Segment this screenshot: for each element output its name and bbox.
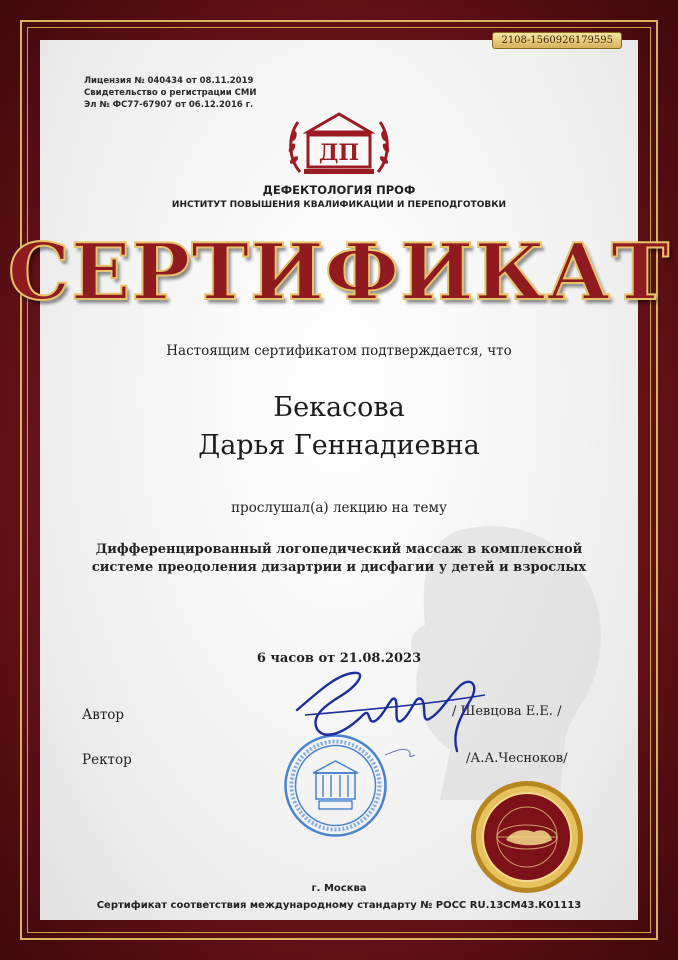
confirmation-text: Настоящим сертификатом подтверждается, что xyxy=(166,343,512,359)
certificate-title: СЕРТИФИКАТ xyxy=(7,227,671,318)
institute-building-laurel-icon xyxy=(284,110,394,180)
license-info xyxy=(84,75,256,111)
city: г. Москва xyxy=(311,883,367,894)
recipient-surname: Бекасова xyxy=(273,392,405,423)
logo-letters: ДП xyxy=(318,140,360,166)
certificate-standard: Сертификат соответствия международному стандарту № РОСС RU.13СМ43.К01113 xyxy=(96,900,582,911)
license-line: Лицензия № 040434 от 08.11.2019 xyxy=(84,76,254,86)
gold-quality-seal-icon xyxy=(468,778,586,896)
rector-label: Ректор xyxy=(82,752,132,768)
listened-text: прослушал(а) лекцию на тему xyxy=(231,500,447,516)
recipient-given-names: Дарья Геннадиевна xyxy=(198,430,480,461)
hours-date: 6 часов от 21.08.2023 xyxy=(256,651,422,666)
topic-line: системе преодоления дизартрии и дисфагии у детей и взрослых xyxy=(91,560,587,575)
rector-name: /А.А.Чесноков/ xyxy=(466,751,568,766)
author-signature-icon xyxy=(275,655,505,765)
organization-name: ДЕФЕКТОЛОГИЯ ПРОФ xyxy=(262,183,416,197)
topic-line: Дифференцированный логопедический массаж в комплексной xyxy=(95,542,583,557)
author-label: Автор xyxy=(82,707,125,723)
serial-number: 2108-1560926179595 xyxy=(492,32,622,49)
license-line: Свидетельство о регистрации СМИ xyxy=(84,88,257,98)
author-name: / Шевцова Е.Е. / xyxy=(452,704,562,719)
organization-subtitle: ИНСТИТУТ ПОВЫШЕНИЯ КВАЛИФИКАЦИИ И ПЕРЕПОДГОТОВКИ xyxy=(171,200,507,210)
license-line: Эл № ФС77-67907 от 06.12.2016 г. xyxy=(84,100,254,110)
